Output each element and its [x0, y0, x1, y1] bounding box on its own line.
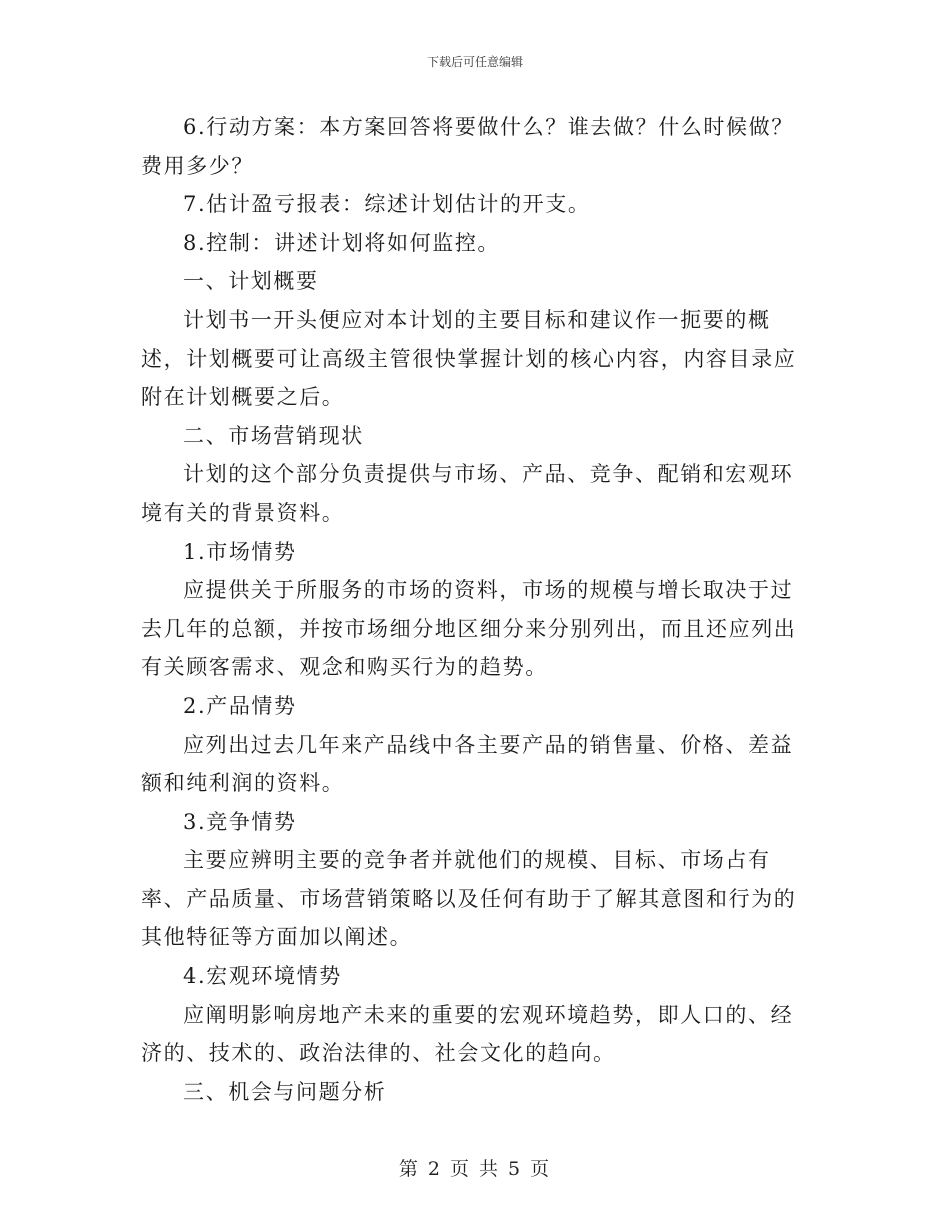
heading-competition-situation: 3.竞争情势 [183, 809, 297, 834]
paragraph-product-situation: 应列出过去几年来产品线中各主要产品的销售量、价格、差益额和纯利润的资料。 [141, 732, 794, 796]
paragraph-competition-situation: 主要应辨明主要的竞争者并就他们的规模、目标、市场占有率、产品质量、市场营销策略以及任何有助于了解其意图和行为的其他特征等方面加以阐述。 [141, 848, 797, 950]
paragraph-control: 8.控制：讲述计划将如何监控。 [183, 230, 501, 255]
paragraph-action-plan: 6.行动方案：本方案回答将要做什么？谁去做？什么时候做？费用多少？ [141, 115, 794, 178]
heading-market-situation: 1.市场情势 [183, 539, 297, 564]
document-body [141, 108, 807, 1111]
paragraph-market-situation: 应提供关于所服务的市场的资料，市场的规模与增长取决于过去几年的总额，并按市场细分地区细分来分别列出，而且还应列出有关顾客需求、观念和购买行为的趋势。 [141, 578, 797, 680]
paragraph-plan-summary: 计划书一开头便应对本计划的主要目标和建议作一扼要的概述，计划概要可让高级主管很快掌握计划的核心内容，内容目录应附在计划概要之后。 [141, 307, 797, 410]
paragraph-marketing-status: 计划的这个部分负责提供与市场、产品、竞争、配销和宏观环境有关的背景资料。 [141, 462, 794, 525]
heading-product-situation: 2.产品情势 [183, 693, 297, 718]
heading-macro-environment: 4.宏观环境情势 [183, 964, 342, 989]
heading-opportunity-analysis: 三、机会与问题分析 [183, 1079, 387, 1104]
heading-marketing-status: 二、市场营销现状 [183, 423, 364, 448]
heading-plan-summary: 一、计划概要 [183, 269, 319, 294]
page-header-note: 下载后可任意编辑 [426, 55, 523, 69]
paragraph-macro-environment: 应阐明影响房地产未来的重要的宏观环境趋势，即人口的、经济的、技术的、政治法律的、社会文化的趋向。 [141, 1002, 794, 1066]
paragraph-profit-loss: 7.估计盈亏报表：综述计划估计的开支。 [183, 192, 591, 217]
page-number: 第 2 页 共 5 页 [398, 1158, 552, 1180]
